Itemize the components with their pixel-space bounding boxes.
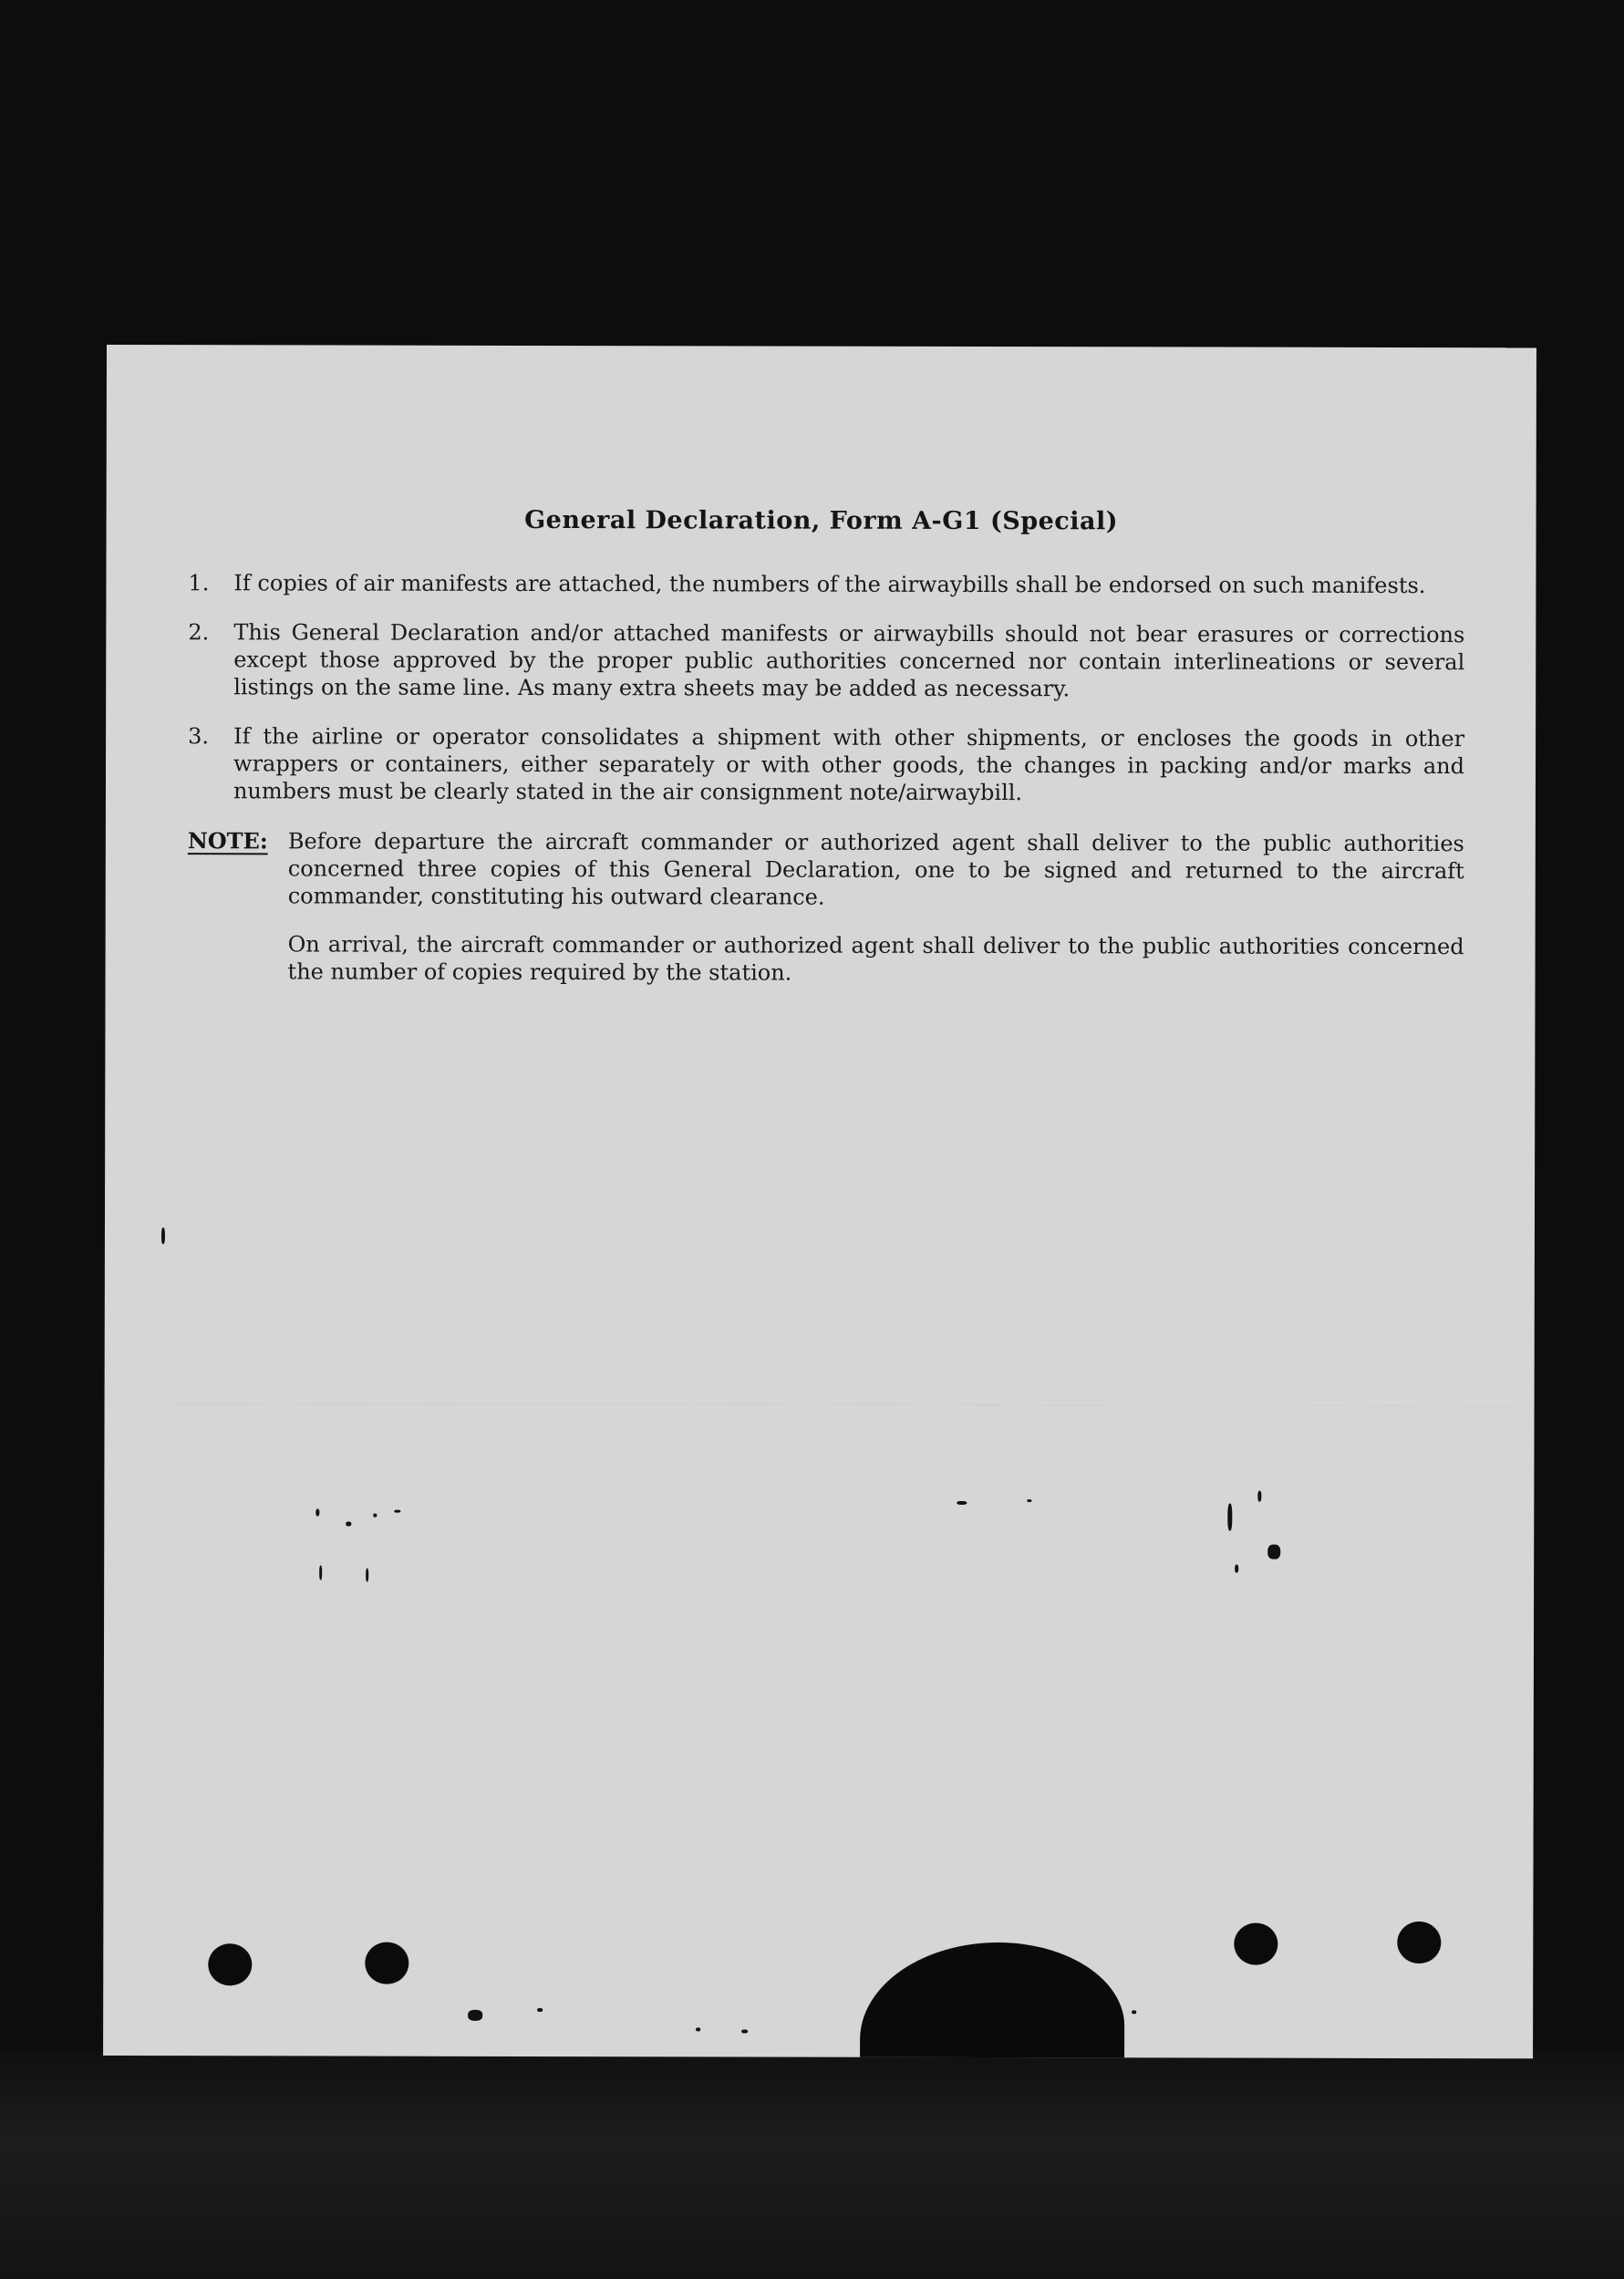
- note-paragraph-departure: Before departure the aircraft commander or authorized agent shall deliver to the public authorities concerned three copies of this General Declaration, one to be signed and returned to the aircraft commander, constituting his outward clearance.: [287, 828, 1464, 910]
- document-sheet: [103, 345, 1536, 2058]
- torn-edge: [860, 1942, 1124, 2059]
- ink-speck: [741, 2029, 748, 2033]
- ink-speck: [957, 1501, 967, 1505]
- ink-speck: [1227, 1504, 1232, 1531]
- note-label: NOTE:: [187, 827, 268, 855]
- punch-hole: [365, 1942, 409, 1984]
- note-paragraph-arrival: On arrival, the aircraft commander or authorized agent shall deliver to the public authorities concerned the number of copies required by the station.: [287, 931, 1464, 986]
- item-number: 2.: [188, 619, 210, 646]
- instruction-item-2: [188, 618, 1464, 703]
- fold-line: [105, 1403, 1535, 1406]
- item-text: If copies of air manifests are attached, the numbers of the airwaybills shall be endorsed on such manifests.: [233, 570, 1426, 599]
- ink-speck: [315, 1508, 319, 1516]
- document-title: General Declaration, Form A-G1 (Special): [524, 505, 1119, 536]
- ink-speck: [346, 1522, 351, 1527]
- ink-speck: [366, 1569, 368, 1582]
- ink-speck: [696, 2027, 700, 2031]
- item-number: 1.: [188, 570, 210, 596]
- punch-hole: [1397, 1922, 1441, 1963]
- ink-speck: [373, 1514, 377, 1518]
- instruction-item-3: [188, 722, 1464, 807]
- ink-speck: [1132, 2010, 1136, 2014]
- item-number: 3.: [188, 723, 210, 750]
- ink-speck: [1235, 1565, 1238, 1573]
- instruction-item-1: [188, 569, 1464, 599]
- punch-hole: [208, 1943, 252, 1985]
- scan-shadow: [0, 2051, 1624, 2279]
- ink-speck: [1027, 1499, 1031, 1502]
- item-text: If the airline or operator consolidates a shipment with other shipments, or encloses the goods in other wrappers or containers, either separately or with other goods, the changes in packing and/or marks and numbers must be clearly stated in the air consignment note/airwaybill.: [233, 723, 1465, 806]
- ink-speck: [1267, 1545, 1280, 1559]
- ink-speck: [319, 1565, 322, 1580]
- ink-speck: [161, 1228, 165, 1244]
- ink-speck: [468, 2010, 482, 2021]
- item-text: This General Declaration and/or attached manifests or airwaybills should not bear erasures or corrections except those approved by the proper public authorities concerned nor contain interlineations or several listings on the same line. As many extra sheets may be added as necessary.: [233, 619, 1465, 702]
- ink-speck: [537, 2008, 543, 2012]
- punch-hole: [1234, 1923, 1277, 1965]
- ink-speck: [394, 1510, 400, 1513]
- ink-speck: [1257, 1491, 1261, 1502]
